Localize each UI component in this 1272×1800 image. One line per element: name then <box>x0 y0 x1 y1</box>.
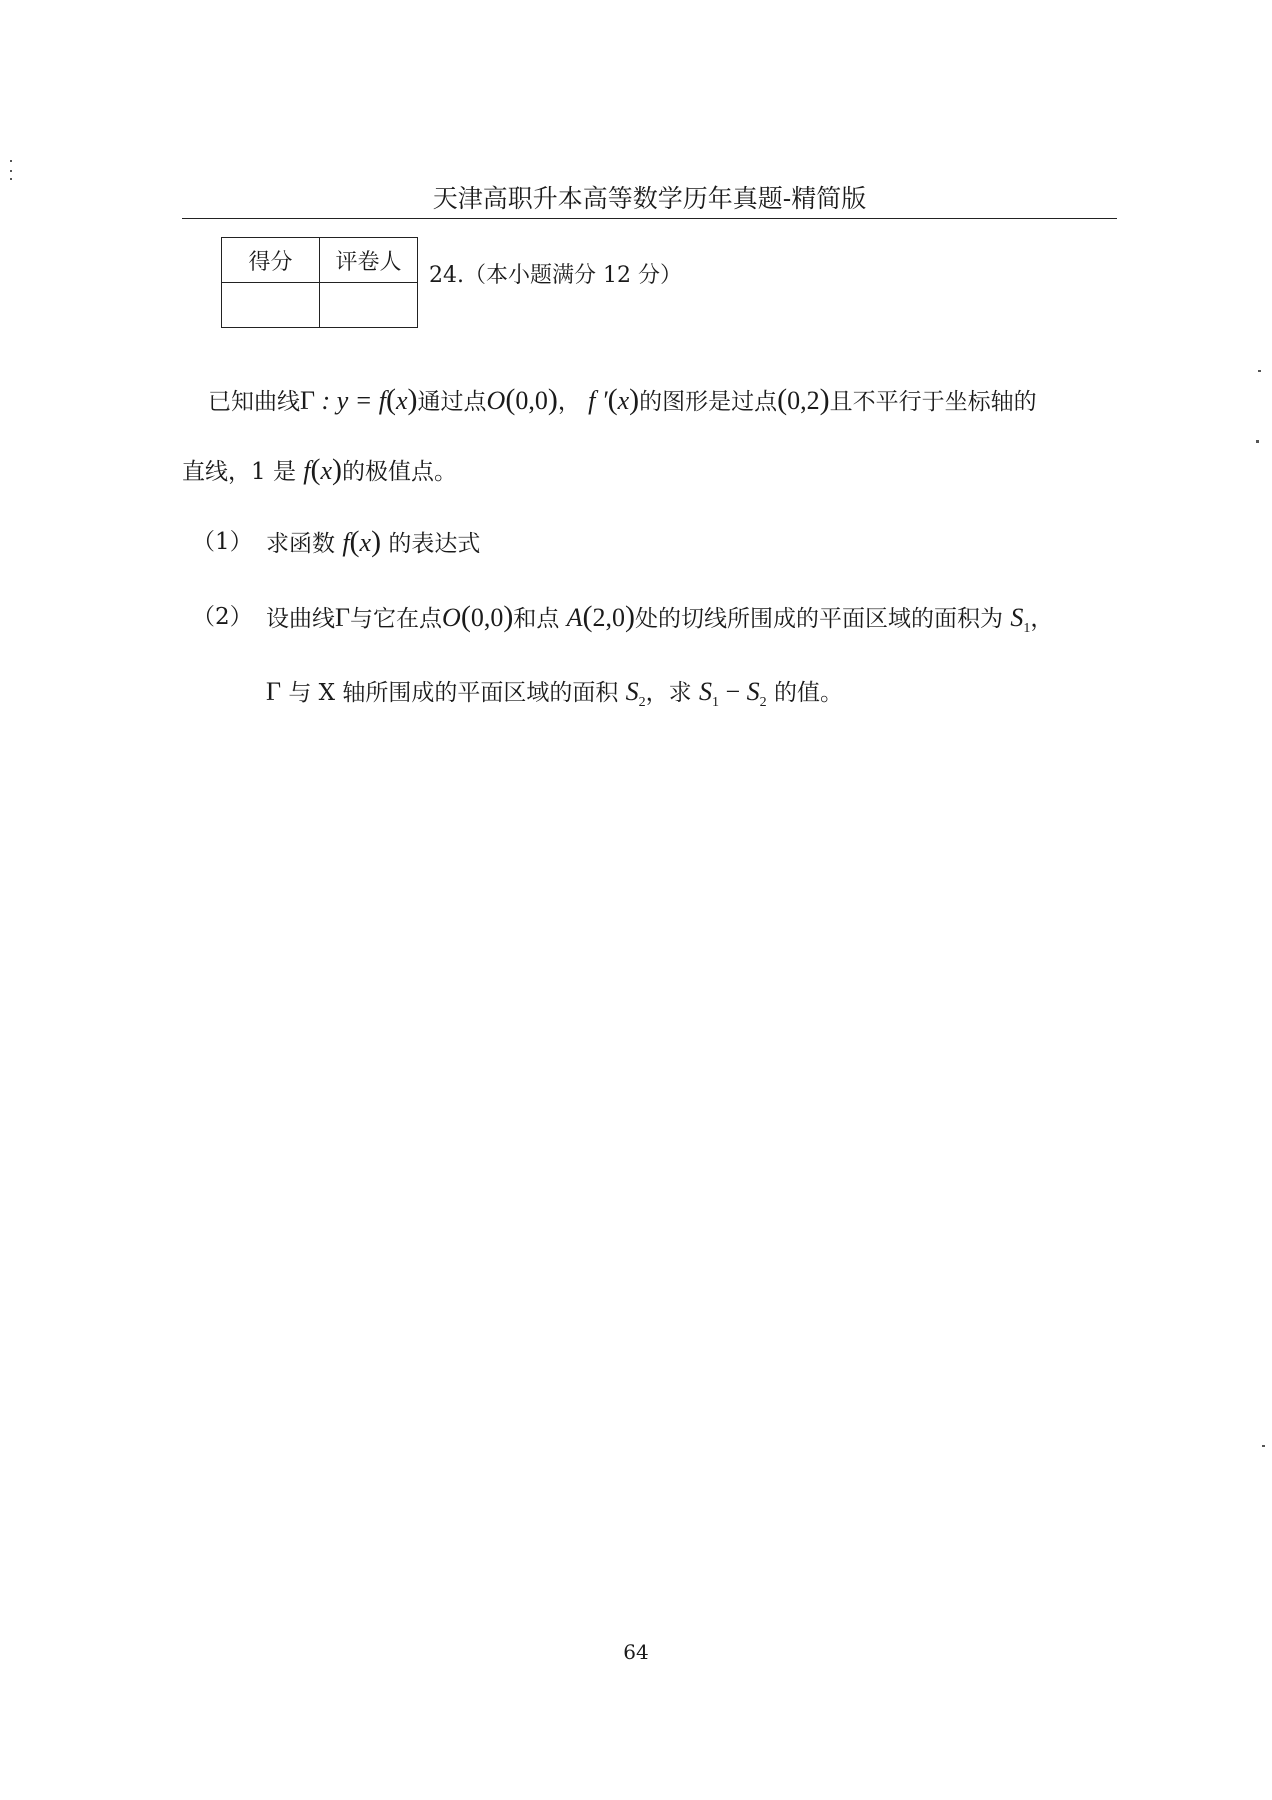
scan-artifact <box>1262 1445 1265 1447</box>
scan-artifact <box>10 178 12 180</box>
stem-math-derivative: f ′(x) <box>588 383 640 416</box>
part-2-text-4: 处的切线所围成的平面区域的面积为 <box>635 606 1004 632</box>
score-cell-label: 得分 <box>222 238 320 283</box>
stem-math-origin: O(0,0) <box>486 383 558 416</box>
part-2-text-8: 的值。 <box>773 680 843 706</box>
stem-text-4: 的图形是过点 <box>639 389 778 415</box>
scan-artifact <box>1258 370 1261 372</box>
stem-text-1: 已知曲线 <box>208 389 300 415</box>
stem-math-curve: Γ : y = f(x) <box>300 383 418 416</box>
part-2-math-difference: $S_1 - S_2$ <box>698 677 767 711</box>
part-2-line-1 <box>266 597 1053 649</box>
part-2-text-1: 设曲线 <box>266 606 335 632</box>
part-2-line-2 <box>266 672 843 723</box>
part-2-text-6: 与 X 轴所围成的平面区域的面积 <box>288 680 619 706</box>
stem-text-6: 直线，1 是 <box>182 459 296 485</box>
stem-text-3: ， <box>557 389 581 415</box>
stem-text-7: 的极值点。 <box>342 459 458 485</box>
part-2-text-3: 和点 <box>513 606 560 632</box>
part-1-text-2: 的表达式 <box>388 531 481 557</box>
stem-text-2: 通过点 <box>417 389 487 415</box>
part-2-math-point-a: A(2,0) <box>566 600 636 633</box>
part-2-math-s2: $S_2$ <box>625 677 646 711</box>
part-2-text-2: 与它在点 <box>350 606 443 632</box>
question-stem-line-2 <box>182 450 457 492</box>
grader-cell-label: 评卷人 <box>320 238 418 283</box>
question-stem-line-1 <box>208 380 1037 422</box>
score-table <box>221 237 418 328</box>
question-heading: 24.（本小题满分 12 分） <box>429 263 682 288</box>
part-2-math-gamma-2: Γ <box>266 677 282 706</box>
part-2-label: （2） <box>192 604 253 630</box>
grader-cell-blank <box>320 283 418 328</box>
scan-artifact <box>10 170 12 172</box>
part-2-math-s1: $S_1$ <box>1010 603 1031 637</box>
part-2-math-gamma: Γ <box>335 603 351 632</box>
header-rule <box>182 218 1117 219</box>
scan-artifact <box>10 160 12 162</box>
part-1-label: （1） <box>192 529 253 555</box>
part-1-text-1: 求函数 <box>266 531 335 557</box>
part-1-text <box>266 522 480 564</box>
part-2-text-7: ，求 <box>645 680 692 706</box>
part-2-math-origin: O(0,0) <box>442 600 514 633</box>
score-cell-blank <box>222 283 320 328</box>
stem-text-5: 且不平行于坐标轴的 <box>829 389 1037 415</box>
stem-math-fx: f(x) <box>303 453 343 486</box>
stem-math-point: (0,2) <box>777 383 830 416</box>
page-number: 64 <box>623 1640 649 1664</box>
scan-artifact <box>1256 440 1259 443</box>
part-2-text-5: ， <box>1030 606 1054 632</box>
page-header-title: 天津高职升本高等数学历年真题-精简版 <box>432 184 867 213</box>
part-1-math-fx: f(x) <box>342 525 382 558</box>
